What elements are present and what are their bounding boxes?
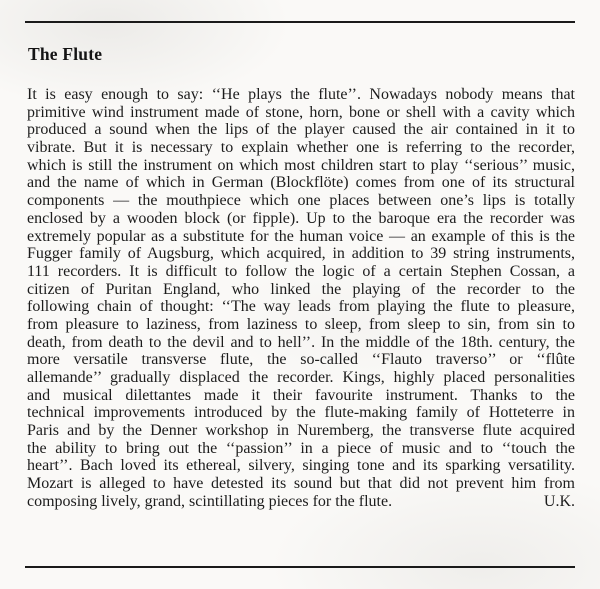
paragraph-line: death, from death to the devil and to hell’’. In the middle of the 18th. century, the <box>27 333 575 351</box>
paragraph-line: citizen of Puritan England, who linked the playing of the recorder to the <box>27 280 575 298</box>
paragraph-line: produced a sound when the lips of the player caused the air contained in it to <box>27 121 575 139</box>
paragraph-line: the ability to bring out the ‘‘passion’’ in a piece of music and to ‘‘touch the <box>27 439 575 457</box>
author-initials: U.K. <box>543 492 575 510</box>
paragraph-line: Fugger family of Augsburg, which acquired, in addition to 39 string instruments, <box>27 245 575 263</box>
paragraph-line: more versatile transverse flute, the so-called ‘‘Flauto traverso’’ or ‘‘flûte <box>27 351 575 369</box>
paragraph-line: Paris and by the Denner workshop in Nuremberg, the transverse flute acquired <box>27 422 575 440</box>
paragraph-line: from pleasure to laziness, from laziness to sleep, from sleep to sin, from sin to <box>27 315 575 333</box>
paragraph-line: primitive wind instrument made of stone, horn, bone or shell with a cavity which <box>27 103 575 121</box>
paragraph-line: allemande’’ gradually displaced the recorder. Kings, highly placed personalities <box>27 369 575 386</box>
bottom-rule <box>25 566 575 568</box>
paragraph-line: 111 recorders. It is difficult to follow the logic of a certain Stephen Cossan, a <box>27 262 575 280</box>
paragraph-last-line <box>27 493 575 511</box>
paragraph-line: heart’’. Bach loved its ethereal, silvery, singing tone and its sparking versatility. <box>27 457 575 475</box>
paragraph <box>27 86 575 493</box>
paragraph-line: enclosed by a wooden block (or fipple). Up to the baroque era the recorder was <box>27 209 575 227</box>
paragraph-line: components — the mouthpiece which one places between one’s lips is totally <box>27 192 575 210</box>
paragraph-line: vibrate. But it is necessary to explain whether one is referring to the recorder, <box>27 139 575 157</box>
closing-text: composing lively, grand, scintillating pieces for the flute. <box>27 492 393 510</box>
paragraph-line: extremely popular as a substitute for the human voice — an example of this is the <box>27 227 575 245</box>
paragraph-line: and the name of which in German (Blockflöte) comes from one of its structural <box>27 174 575 192</box>
paragraph-line: following chain of thought: ‘‘The way leads from playing the flute to pleasure, <box>27 298 575 316</box>
article-body <box>27 86 575 511</box>
top-rule <box>25 21 575 23</box>
paragraph-line: which is still the instrument on which most children start to play ‘‘serious’’ music, <box>27 156 575 174</box>
paragraph-line: technical improvements introduced by the flute-making family of Hotteterre in <box>27 404 575 422</box>
paragraph-line: Mozart is alleged to have detested its sound but that did not prevent him from <box>27 475 575 493</box>
paragraph-line: It is easy enough to say: ‘‘He plays the flute’’. Nowadays nobody means that <box>27 86 575 103</box>
paragraph-line: and musical dilettantes made it their favourite instrument. Thanks to the <box>27 386 575 404</box>
article-title: The Flute <box>28 44 103 64</box>
